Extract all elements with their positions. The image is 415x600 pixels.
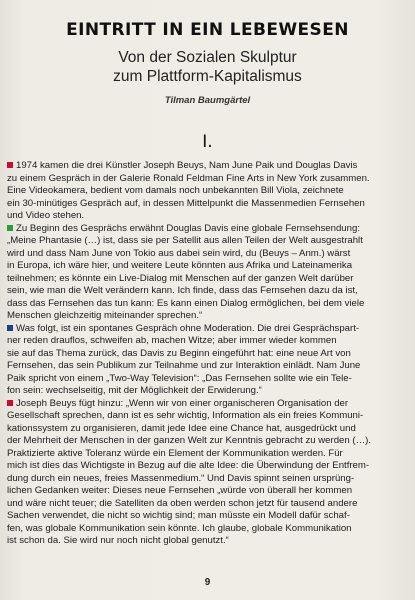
line-text: 1974 kamen die drei Künstler Joseph Beuys, Nam June Paik und Douglas Davis xyxy=(16,160,358,171)
line-text: Sachen verwendet, die nicht so wichtig sind; man müsste ein Modell dafür schaf- xyxy=(7,510,350,521)
author-name: Tilman Baumgärtel xyxy=(164,95,251,106)
text-line xyxy=(7,485,403,498)
text-line xyxy=(7,235,403,248)
text-line xyxy=(7,248,403,261)
text-line xyxy=(7,348,403,361)
subtitle-line-1: Von der Sozialen Skulptur xyxy=(118,49,297,66)
paragraph xyxy=(7,223,403,323)
text-line xyxy=(7,460,403,473)
text-line xyxy=(7,285,403,298)
paragraph-marker-icon xyxy=(7,400,13,406)
text-line xyxy=(7,510,403,523)
text-line xyxy=(7,160,403,173)
text-line xyxy=(7,185,403,198)
subtitle-line-2: zum Plattform-Kapitalismus xyxy=(113,68,302,85)
line-text: dung durch ein neues, freies Massenmedium.“ Und Davis spinnt seinen ursprüng- xyxy=(7,472,355,484)
paragraph-marker-icon xyxy=(7,225,13,231)
line-text: Joseph Beuys fügt hinzu: „Wenn wir von einer organischeren Organisation der xyxy=(16,397,349,409)
text-line xyxy=(7,173,403,186)
text-line xyxy=(7,223,403,236)
text-line xyxy=(7,360,403,373)
line-text: teilnehmen; es könnte ein Live-Dialog mit Menschen auf der ganzen Welt darüber xyxy=(7,272,354,284)
line-text: Eine Videokamera, bedient vom damals noch unbekannten Bill Viola, zeichnete xyxy=(7,185,344,196)
paragraph xyxy=(7,398,403,548)
line-text: zu einem Gespräch in der Galerie Ronald Feldman Fine Arts in New York zusammen. xyxy=(7,172,370,184)
line-text: Was folgt, ist ein spontanes Gespräch ohne Moderation. Die drei Gesprächspart- xyxy=(16,322,360,334)
line-text: Menschen gleichzeitig miteinander sprechen.“ xyxy=(7,310,203,321)
line-text: fen, was globale Kommunikation sein könnte. Ich glaube, globale Kommunikation xyxy=(7,522,352,534)
text-line xyxy=(7,535,403,548)
line-text: sein, wie man die Welt verändern kann. Ich finde, dass das Fernsehen dazu da ist, xyxy=(7,285,358,296)
line-text: wird und dass Nam June von Tokio aus dabei sein wird, du (Beuys – Anm.) wärst xyxy=(7,247,351,259)
paragraph-marker-icon xyxy=(7,162,13,168)
paragraph xyxy=(7,160,403,223)
article-subtitle xyxy=(0,48,415,86)
line-text: Paik spricht von einem „Two-Way Television“: „Das Fernsehen sollte wie ein Tele- xyxy=(7,372,352,384)
text-line xyxy=(7,410,403,423)
text-line xyxy=(7,210,403,223)
line-text: kationssystem zu organisieren, damit jede Idee eine Chance hat, ausgedrückt und xyxy=(7,422,356,434)
line-text: Fernsehen, das sein Publikum zur Teilnahme und zur Interaktion einlädt. Nam June xyxy=(7,360,361,371)
article-body xyxy=(7,160,403,548)
section-heading: I. xyxy=(202,132,213,152)
line-text: ein 30-minütiges Gespräch auf, in dessen Mittelpunkt die Massenmedien Fernsehen xyxy=(7,197,365,209)
line-text: in Europa, ich wäre hier, und weitere Leute könnten aus Afrika und Lateinamerika xyxy=(7,260,353,271)
line-text: fon sein: wechselseitig, mit der Möglichkeit der Erwiderung.“ xyxy=(7,385,262,396)
text-line xyxy=(7,198,403,211)
text-line xyxy=(7,423,403,436)
line-text: Praktizierte aktive Toleranz würde ein Element der Kommunikation werden. Für xyxy=(7,447,343,459)
text-line xyxy=(7,435,403,448)
line-text: ner reden drauflos, schweifen ab, machen Witze; aber immer wieder kommen xyxy=(7,335,337,346)
text-line xyxy=(7,373,403,386)
text-line xyxy=(7,298,403,311)
paragraph-marker-icon xyxy=(7,325,13,331)
text-line xyxy=(7,523,403,536)
text-line xyxy=(7,260,403,273)
line-text: und wäre nicht teuer; die Satelliten da oben werden schon jetzt für tausend andere xyxy=(7,497,358,509)
line-text: sie auf das Thema zurück, das Davis zu Beginn eingeführt hat: eine neue Art von xyxy=(7,347,351,359)
text-line xyxy=(7,398,403,411)
line-text: lichen Gedanken weiter: Dieses neue Fernsehen „würde von überall her kommen xyxy=(7,485,353,496)
text-line xyxy=(7,310,403,323)
line-text: „Meine Phantasie (…) ist, dass sie per Satellit aus allen Teilen der Welt ausgestrahlt xyxy=(7,235,363,246)
line-text: der Mehrheit der Menschen in der ganzen Welt zur Kenntnis gebracht zu werden (…). xyxy=(7,435,372,446)
text-line xyxy=(7,448,403,461)
line-text: und Video stehen. xyxy=(7,210,85,221)
page-number: 9 xyxy=(204,577,211,588)
paragraph xyxy=(7,323,403,398)
text-line xyxy=(7,323,403,336)
line-text: mich ist dies das Wichtigste in Bezug auf die alte Idee: die Überwindung der Entfrem- xyxy=(7,460,370,471)
article-title: EINTRITT IN EIN LEBEWESEN xyxy=(66,20,349,40)
line-text: Gesellschaft sprechen, dann ist es sehr wichtig, Information als ein freies Kommuni- xyxy=(7,410,364,421)
text-line xyxy=(7,498,403,511)
line-text: Zu Beginn des Gesprächs erwähnt Douglas Davis eine globale Fernsehsendung: xyxy=(16,222,360,234)
text-line xyxy=(7,385,403,398)
line-text: ist schon da. Sie wird nur noch nicht global genutzt.“ xyxy=(7,535,229,546)
line-text: dass das Fernsehen das tun kann: Es kann einen Dialog ermöglichen, bei dem viele xyxy=(7,297,365,309)
text-line xyxy=(7,473,403,486)
text-line xyxy=(7,273,403,286)
text-line xyxy=(7,335,403,348)
